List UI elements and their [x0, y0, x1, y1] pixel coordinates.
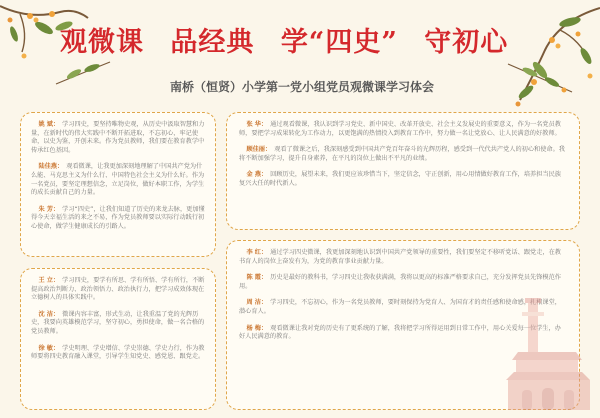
- leaf-sprig-icon: [506, 58, 576, 98]
- reflection-text: 观看微课让我对党的历史有了更系统的了解，我将把学习所得运用到日常工作中，用心关爱每一位学生，办好人民满意的教育。: [239, 324, 561, 341]
- title-part: 守初心: [424, 27, 509, 58]
- title-part: 学“四史”: [280, 27, 398, 58]
- reflection-panel-left-bottom: [20, 268, 216, 410]
- reflection-entry: [239, 146, 567, 163]
- reflection-text: 学习四史，要坚持唯物史观，从历史中汲取智慧和力量，在新时代的伟大实践中不断开拓进取，不忘初心，牢记使命，以史为鉴，开创未来。作为党员教师，我们要在教育教学中传承红色基因。: [31, 121, 205, 154]
- reflection-text: 通过观看微课，我认识到学习党史、新中国史、改革开放史、社会主义发展史的重要意义，作为一名党员教师，要把学习成果转化为工作动力，以更饱满的热情投入到教育工作中，努力做一名让党放心、让人民满意的好教师。: [239, 121, 561, 137]
- reflection-text: 学史明理、学史增信、学史崇德、学史力行，作为教师要将四史教育融入课堂，引导学生知党史、感党恩、跟党走。: [31, 344, 205, 361]
- reflection-text: 观看了微课之后，我深刻感受到中国共产党百年奋斗的光辉历程，感受到一代代共产党人的初心和使命。我将不断加强学习，提升自身素养，在平凡的岗位上做出不平凡的业绩。: [239, 146, 565, 162]
- reflection-text: 通过学习四史微课，我更加深刻地认识到中国共产党领导的重要性，我们要坚定不移听党话、跟党走，在教书育人的岗位上奋发有为，为党的教育事业贡献力量。: [239, 249, 561, 265]
- reflection-text: 回顾历史，展望未来，我们更应该珍惜当下，坚定信念，守正创新，用心用情做好教育工作，培养担当民族复兴大任的时代新人。: [239, 171, 561, 187]
- tiananmen-gate-icon: [492, 290, 592, 415]
- reflection-text: 学习“四史”，让我们知道了历史的来龙去脉，更加懂得今天幸福生活的来之不易，作为党员教师要以实际行动践行初心使命，做学生健康成长的引路人。: [31, 205, 205, 230]
- author-name: 杨 梅：: [246, 324, 268, 332]
- reflection-panel-right-top: [226, 112, 580, 230]
- author-name: 徐 敏：: [38, 344, 60, 352]
- author-name: 姚 斌：: [38, 121, 60, 128]
- poster-subtitle: 南桥（恒贤）小学第一党小组党员观微课学习体会: [170, 80, 435, 94]
- reflection-entry: [31, 163, 205, 197]
- reflection-entry: [31, 121, 205, 155]
- title-part: 观微课: [60, 27, 144, 58]
- reflection-text: 学习四史，不忘初心，作为一名党员教师，要时刻保持为党育人、为国育才的责任感和使命感，扎根课堂，潜心育人。: [239, 299, 561, 315]
- author-name: 陆佳燕：: [38, 163, 64, 171]
- author-name: 周 洁：: [246, 299, 268, 307]
- reflection-panel-left-top: [20, 112, 216, 257]
- reflection-entry: [239, 249, 567, 266]
- author-name: 张 华：: [246, 121, 268, 128]
- poster-title: [60, 20, 560, 59]
- author-name: 王 立：: [38, 277, 60, 284]
- reflection-entry: [239, 121, 567, 138]
- author-name: 李 红：: [246, 249, 268, 256]
- author-name: 沈 洁：: [38, 310, 60, 318]
- author-name: 金 燕：: [246, 171, 268, 179]
- author-name: 朱 芳：: [38, 205, 60, 213]
- reflection-entry: [239, 274, 567, 291]
- reflection-text: 学习四史，要学有所思、学有所悟、学有所行，不断提高政治判断力、政治领悟力、政治执行力，把学习成效体现在立德树人的具体实践中。: [31, 277, 205, 302]
- reflection-text: 历史是最好的教科书，学习四史让我收获满满，我将以更高的标准严格要求自己，充分发挥党员先锋模范作用。: [239, 274, 561, 290]
- author-name: 顾佳丽：: [246, 146, 272, 154]
- reflection-entry: [31, 311, 205, 337]
- author-name: 陈 霞：: [246, 274, 268, 282]
- reflection-entry: [31, 277, 205, 303]
- leaf-sprig-icon: [54, 54, 114, 90]
- reflection-text: 观看微课，让我更加深刻地理解了中国共产党为什么能、马克思主义为什么行、中国特色社会主义为什么好。作为一名党员，要坚定理想信念，立足岗位，做好本职工作，为学生的成长贡献自己的力量。: [31, 163, 205, 197]
- reflection-entry: [239, 171, 567, 188]
- reflection-text: 微课内容丰富，形式生动，让我重温了党的光辉历史，我要向英雄模范学习，坚守初心，勇担使命，做一名合格的党员教师。: [31, 310, 205, 335]
- reflection-entry: [31, 206, 205, 232]
- reflection-entry: [31, 345, 205, 362]
- title-part: 品经典: [170, 27, 255, 58]
